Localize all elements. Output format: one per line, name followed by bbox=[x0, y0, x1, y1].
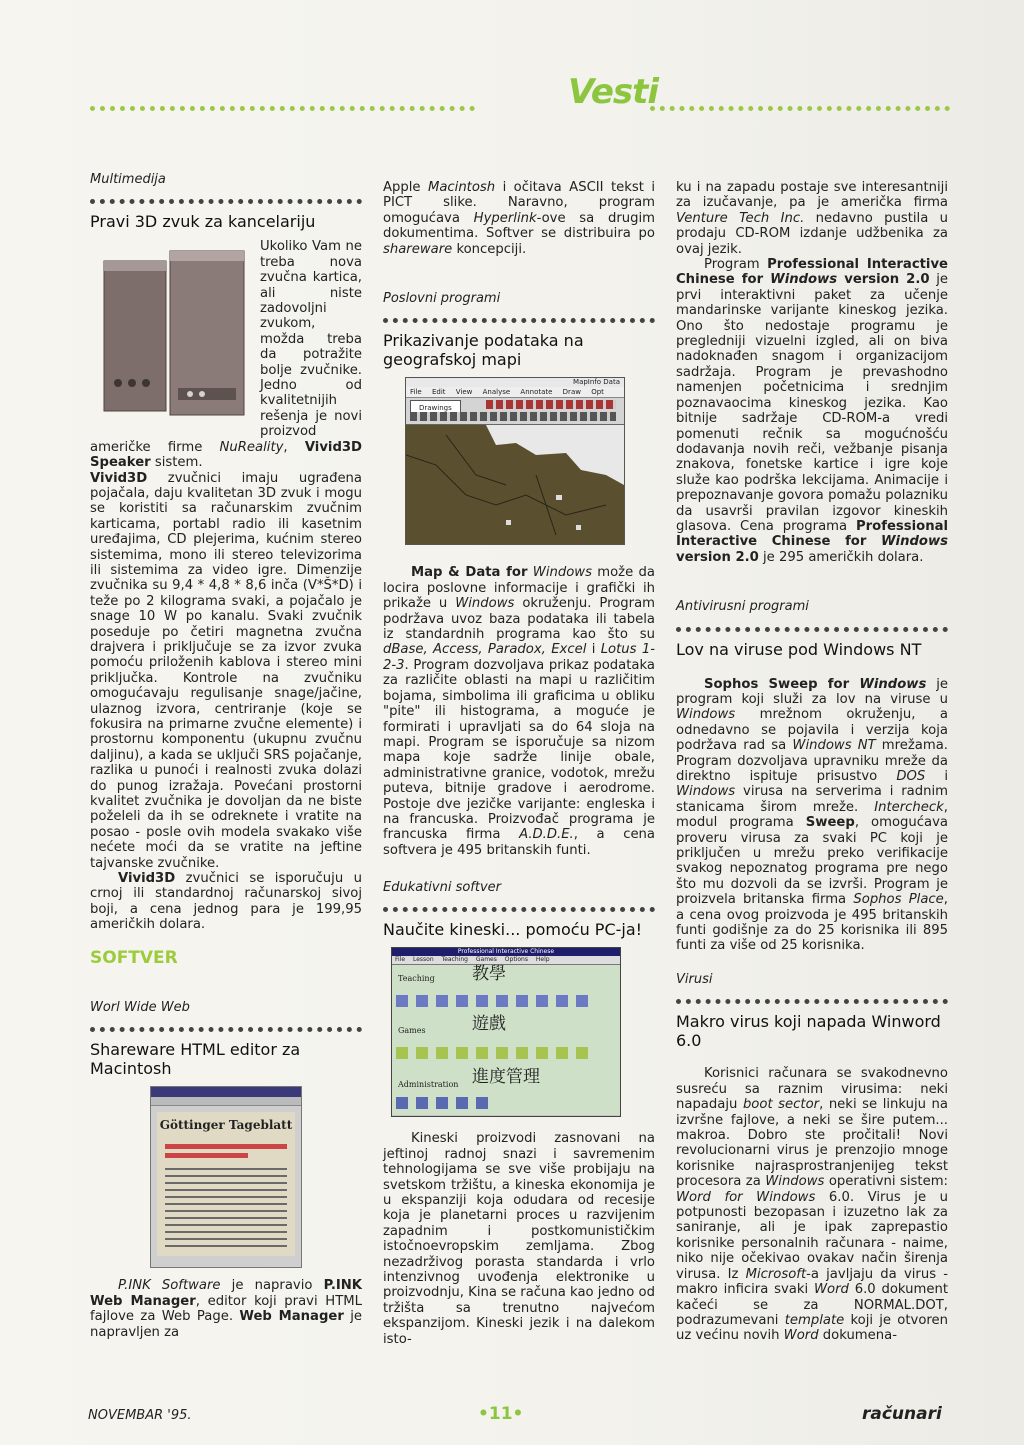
paragraph bbox=[383, 180, 655, 257]
column-3-bottom bbox=[676, 972, 948, 1344]
text: Windows bbox=[866, 534, 948, 550]
menu-item[interactable]: Teaching bbox=[441, 956, 468, 964]
lesson-panel bbox=[392, 965, 620, 1115]
text: Map & Data for bbox=[411, 565, 528, 581]
text: boot sector bbox=[742, 1097, 820, 1113]
text: 6.0. Virus je u potpunosti bezopasan i izuzetno lak za saniranje, ali je ipak zaprepastio korisnike personalnih računara - naime, niko nije očekivao ovakav način širenja virusa. Iz bbox=[676, 1189, 948, 1282]
spacer bbox=[676, 565, 948, 599]
paragraph bbox=[90, 871, 362, 933]
window-titlebar bbox=[151, 1087, 301, 1097]
text: Windows bbox=[765, 1174, 825, 1190]
article-title: Prikazivanje podataka na geografskoj mapi bbox=[383, 331, 584, 370]
text: koji je otvoren uz većinu novih bbox=[676, 1312, 948, 1344]
text-line bbox=[165, 1153, 248, 1158]
mapinfo-screenshot bbox=[405, 377, 625, 545]
text: i očitava ASCII tekst i PICT slike. Naravno, program omogućava bbox=[383, 180, 655, 226]
text: mrežnom okruženju, a odnedavno se pojavila i verzija koja podržava rad sa bbox=[676, 707, 948, 754]
section-label: Poslovni programi bbox=[383, 291, 501, 307]
text: dokumena- bbox=[818, 1328, 897, 1344]
section-divider bbox=[676, 993, 948, 1004]
text: Professional Interactive Chinese for bbox=[676, 518, 948, 550]
menu-row-label[interactable]: Administration bbox=[398, 1080, 459, 1090]
lesson-icons[interactable] bbox=[396, 995, 596, 1007]
web-page-preview bbox=[157, 1112, 295, 1256]
text: koncepciji. bbox=[452, 241, 527, 257]
text: Web Manager bbox=[239, 1309, 344, 1325]
text: Program bbox=[704, 257, 768, 273]
text: ku i na zapadu postaje sve interesantniji za izučavanje, pa je američka firma bbox=[676, 180, 948, 211]
text: Vivid3D bbox=[118, 871, 176, 887]
menu-item[interactable]: Opt bbox=[591, 388, 604, 397]
menu-item[interactable]: Games bbox=[475, 956, 497, 964]
menu-bar bbox=[392, 956, 620, 965]
column-1-bottom bbox=[90, 1000, 362, 1340]
text: virusa na serverima i radnim stanicama širom mreže. bbox=[676, 784, 948, 815]
column-3 bbox=[676, 180, 948, 954]
section-label: Edukativni softver bbox=[383, 880, 502, 895]
admin-icons[interactable] bbox=[396, 1097, 496, 1109]
paragraph bbox=[676, 257, 948, 565]
text: NuReality bbox=[219, 439, 284, 455]
menu-item[interactable]: File bbox=[395, 956, 406, 964]
speakers-photo bbox=[100, 243, 252, 423]
tool-buttons[interactable] bbox=[486, 400, 616, 409]
menu-item[interactable]: Analyse bbox=[482, 388, 511, 397]
article-title: Shareware HTML editor za Macintosh bbox=[90, 1040, 301, 1079]
text: i bbox=[586, 642, 601, 658]
text: Windows bbox=[455, 596, 515, 612]
speaker-icon bbox=[100, 243, 252, 423]
text: operativni sistem: bbox=[824, 1174, 948, 1190]
menu-row-label[interactable]: Games bbox=[398, 1026, 426, 1036]
text: Venture Tech Inc. bbox=[676, 210, 805, 226]
text: Korisnici računara se svakodnevno susreću sa raznim virusima: neki napadaju bbox=[676, 1066, 948, 1113]
menu-row-chars[interactable]: 遊戲 bbox=[472, 1014, 506, 1035]
text: Windows NT bbox=[792, 738, 876, 754]
text: Sophos Place bbox=[853, 892, 944, 908]
newspaper-masthead: Göttinger Tageblatt bbox=[159, 1118, 293, 1133]
text: , neki se linkuju na izvršne fajlove, a neki se šire putem... makroa. Dobro ste pročitali! Novi revolucionarni virus je prenzojio mnoge korisnike najrasprostranjenijeg tekst procesora za bbox=[676, 1097, 948, 1190]
text: -a javljaju da virus - makro inficira svaki bbox=[676, 1266, 949, 1298]
text: Apple bbox=[383, 180, 428, 195]
menu-item[interactable]: Options bbox=[504, 956, 528, 964]
text: . Program dozvoljava prikaz podataka za različite oblasti na mapi u različitim bojama, simbolima ili graficima u obliku "pite" ili histograma, a moguće je formirati i upravljati sa do 64 sloja na mapi. Program se isporučuje sa nizom mapa koje sadrže linije obale, administrativne granice, vodotok, mrežu puteva, bitnije gradove i aerodrome. Postoje dve jezičke varijante: engleska i na francuska. Proizvođač programa je francuska firma bbox=[383, 657, 655, 843]
menu-item[interactable]: Annotate bbox=[520, 388, 553, 397]
toolbar bbox=[406, 398, 624, 425]
text: zvučnici se isporučuju u crnoj ili standardnoj računarskoj sivoj boji, a cena jednog para je 199,95 američkih dolara. bbox=[90, 871, 362, 933]
page-number: •11• bbox=[478, 1404, 524, 1424]
menu-item[interactable]: Help bbox=[535, 956, 550, 964]
issue-date: NOVEMBAR '95. bbox=[88, 1408, 192, 1423]
text: 6.0 dokument kačeći se za NORMAL.DOT, podrazumevani bbox=[676, 1282, 948, 1328]
spacer bbox=[383, 257, 655, 291]
paragraph bbox=[676, 180, 948, 257]
text: DOS bbox=[896, 769, 926, 784]
text: zvučnici imaju ugrađena pojačala, daju kvalitetan 3D zvuk i mogu se koristiti sa računarskim zvučnim karticama, portabl radio ili kasetnim uređajima, CD plejerima, kućnim stereo sistemima, mono ili stereo televizorima ili sistemima za video igre. Dimenzije zvučnika su 9,4 * 4,8 * 8,6 inča (V*Š*D) i teže po 2 kilograma svaki, a pojačalo je snage 10 W po kanalu. Svaki zvučnik poseduje po četiri magnetna zvučna drajvera i priključuje se za izvor zvuka pomoću priloženih kablova i stereo mini priključka. Kontrole na zvučniku omogućavaju regulisanje snage/jačine, ulaznog izvora, centriranje (koje se fokusira na primarne zvučne elemente) i prostornu komponentu (ukupnu zvučnu daljinu), a kada se uključi SRS pojačanje, razlika u punoći i realnosti zvuka dolazi do punog izražaja. Povećani prostorni kvalitet zvučnika je dovoljan da ne biste poželeli da ih se odreknete i vratite na posao - posle ovih modela svakako više nećete moći da se vratite na jeftine tajvanske zvučnike. bbox=[90, 470, 362, 871]
text: Ukoliko Vam ne treba nova zvučna kartica, ali niste zadovoljni zvukom, možda treba da potražite bolje zvučnike. Jedno od kvalitetnijih rešenja je novi proizvod američke firme bbox=[90, 239, 362, 455]
web-manager-screenshot bbox=[150, 1086, 302, 1268]
text: Sophos Sweep for bbox=[704, 676, 850, 692]
text: Word for Windows bbox=[676, 1189, 816, 1205]
text: može da locira poslovne informacije i grafički ih prikaže u bbox=[383, 565, 655, 612]
menu-row-chars[interactable]: 教學 bbox=[472, 964, 506, 985]
text: je prvi interaktivni paket za učenje mandarinske varijante kineskog jezika. Ono što nedostaje programu je pregledniji vizuelni izgled, ali on biva nadoknađen snagom i organizacijom sadržaja. Program je prevashodno namenjen početnicima i srednjim poznavaocima kineskog jezika. Kao bitnije sadržaje CD-ROM-a vredi pomenuti rečnik sa mogućnošću dodavanja novih reči, vežbanje pisanja znakova, fonetske kartice i igre koje služe kao podrška lekcijama. Animacije i prepoznavanje govora pomažu polazniku da usavrši pravilan izgovor kineskih glasova. Cena programa bbox=[676, 272, 948, 534]
text: Professional Interactive Chinese for bbox=[676, 257, 948, 288]
text: Lotus 1-2-3 bbox=[383, 642, 655, 673]
menu-row-label[interactable]: Teaching bbox=[398, 974, 435, 984]
window-title: Professional Interactive Chinese bbox=[392, 948, 620, 956]
map-view[interactable] bbox=[406, 425, 624, 545]
section-divider bbox=[383, 901, 655, 912]
text: version 2.0 bbox=[837, 272, 930, 288]
paragraph: Kineski proizvodi zasnovani na jeftinoj radnoj snazi i savremenim tehnologijama se sve više probijaju na svetskom tržištu, a kineska ekonomija je u ekspanziji koja odudara od recesije koja je planetarni proces u razvijenim zapadnim i postkomunističkim istočnoevropskim zemljama. Zbog nezadrživog porasta standarda i vrlo intenzivnog uvođenja elektronike u proizvodnju, Kina se računa kao jedno od tržišta sa trenutno najvećom ekspanzijom. Kineski jezik i na dalekom isto- bbox=[383, 1131, 655, 1347]
text: Vivid3D bbox=[90, 470, 148, 486]
text: Word bbox=[813, 1282, 849, 1298]
section-header bbox=[90, 72, 950, 122]
text: , editor koji pravi HTML fajlove za Web Page. bbox=[90, 1293, 363, 1325]
menu-item[interactable]: Lesson bbox=[412, 956, 434, 964]
tool-buttons[interactable] bbox=[410, 412, 616, 421]
text-block bbox=[165, 1168, 287, 1248]
section-divider bbox=[90, 1021, 362, 1032]
text: -ove sa drugim dokumentima. Softver se distribuira po bbox=[383, 210, 656, 242]
menu-item[interactable]: Draw bbox=[562, 388, 581, 397]
text: je 295 američkih dolara. bbox=[758, 549, 924, 565]
chinese-app-screenshot bbox=[391, 947, 621, 1117]
menu-row-chars[interactable]: 進度管理 bbox=[472, 1067, 540, 1088]
text: okruženju. Program podržava uvoz baza podataka ili tabela iz standardnih programa kao što su bbox=[383, 596, 655, 643]
paragraph bbox=[383, 565, 655, 858]
article-title: Makro virus koji napada Winword 6.0 bbox=[676, 1012, 941, 1051]
magazine-logo: računari bbox=[862, 1404, 942, 1424]
text-line bbox=[165, 1144, 287, 1149]
section-divider bbox=[676, 621, 948, 632]
text: Sweep bbox=[805, 815, 855, 831]
drawings-combo[interactable]: Drawings bbox=[410, 400, 461, 417]
section-label: Antivirusni programi bbox=[676, 599, 809, 615]
article-title: Naučite kineski... pomoću PC-ja! bbox=[383, 920, 643, 940]
text: , bbox=[283, 439, 305, 455]
header-dots-left bbox=[90, 98, 475, 111]
section-divider bbox=[90, 193, 362, 204]
column-1 bbox=[90, 172, 362, 933]
text: Microsoft bbox=[745, 1266, 807, 1282]
text: Intercheck bbox=[874, 799, 944, 815]
column-2-bottom bbox=[383, 880, 655, 1347]
menu-item[interactable]: Edit bbox=[431, 388, 446, 397]
menu-item[interactable]: File bbox=[410, 388, 422, 397]
text: i bbox=[925, 769, 948, 784]
text: mrežama. Program dozvoljava upravniku mreže da direktno ispituje prisustvo bbox=[676, 738, 949, 784]
text: je napravio bbox=[220, 1278, 324, 1294]
column-2 bbox=[383, 180, 655, 858]
article-title: Lov na viruse pod Windows NT bbox=[676, 639, 922, 659]
category-label: SOFTVER bbox=[90, 948, 178, 968]
text: Windows bbox=[676, 707, 736, 723]
text: , omogućava proveru virusa za svaki PC koji je priključen u mrežu preko verifikacije svakog nepoznatog programa pre nego što mu dozvoli da se izvrši. Program je proizvela britanska firma bbox=[676, 815, 948, 908]
menu-bar bbox=[406, 387, 624, 398]
spacer bbox=[676, 667, 948, 677]
text: nedavno pustila u prodaju CD-ROM izdanje udžbenika za ovaj jezik. bbox=[676, 210, 948, 257]
text: Macintosh bbox=[427, 180, 496, 195]
text: , a cena ovog proizvoda je 495 britanskih funti godišnje za do 25 korisnika ili 895 funti za više od 25 korisnika. bbox=[676, 892, 948, 954]
section-label: Virusi bbox=[676, 972, 713, 987]
text: version 2.0 bbox=[676, 549, 759, 565]
text: sistem. bbox=[150, 455, 203, 471]
window-toolbar bbox=[151, 1097, 301, 1106]
section-divider bbox=[383, 312, 655, 323]
text: , a cena softvera je 495 britanskih funti. bbox=[383, 827, 655, 858]
menu-item[interactable]: View bbox=[455, 388, 473, 397]
text: je program koji služi za lov na viruse u bbox=[676, 676, 948, 707]
window-title: MapInfo Data bbox=[406, 378, 624, 387]
text: A.D.D.E. bbox=[519, 827, 574, 843]
text: shareware bbox=[383, 241, 453, 257]
text: Windows bbox=[763, 272, 838, 288]
text: je napravljen za bbox=[90, 1309, 362, 1340]
paragraph bbox=[90, 471, 362, 872]
paragraph bbox=[676, 677, 948, 954]
paragraph bbox=[90, 1278, 362, 1340]
game-icons[interactable] bbox=[396, 1047, 596, 1059]
section-label: Worl Wide Web bbox=[90, 1000, 190, 1015]
text: , modul programa bbox=[676, 799, 948, 831]
paragraph bbox=[676, 1066, 948, 1343]
header-title: Vesti bbox=[568, 72, 659, 112]
text: Vivid3D Speaker bbox=[90, 439, 363, 471]
text: Windows bbox=[527, 565, 592, 581]
text: template bbox=[784, 1312, 845, 1328]
header-dots-right bbox=[650, 98, 950, 111]
text: Windows bbox=[676, 784, 736, 800]
text: P.INK Web Manager bbox=[90, 1278, 363, 1309]
article-title: Pravi 3D zvuk za kancelariju bbox=[90, 212, 316, 232]
text: P.INK Software bbox=[118, 1278, 221, 1294]
text: Windows bbox=[849, 676, 927, 692]
section-label: Multimedija bbox=[90, 172, 166, 187]
text: dBase, Access, Paradox, Excel bbox=[383, 642, 587, 658]
text: Hyperlink bbox=[473, 210, 537, 226]
text: Word bbox=[783, 1328, 819, 1344]
